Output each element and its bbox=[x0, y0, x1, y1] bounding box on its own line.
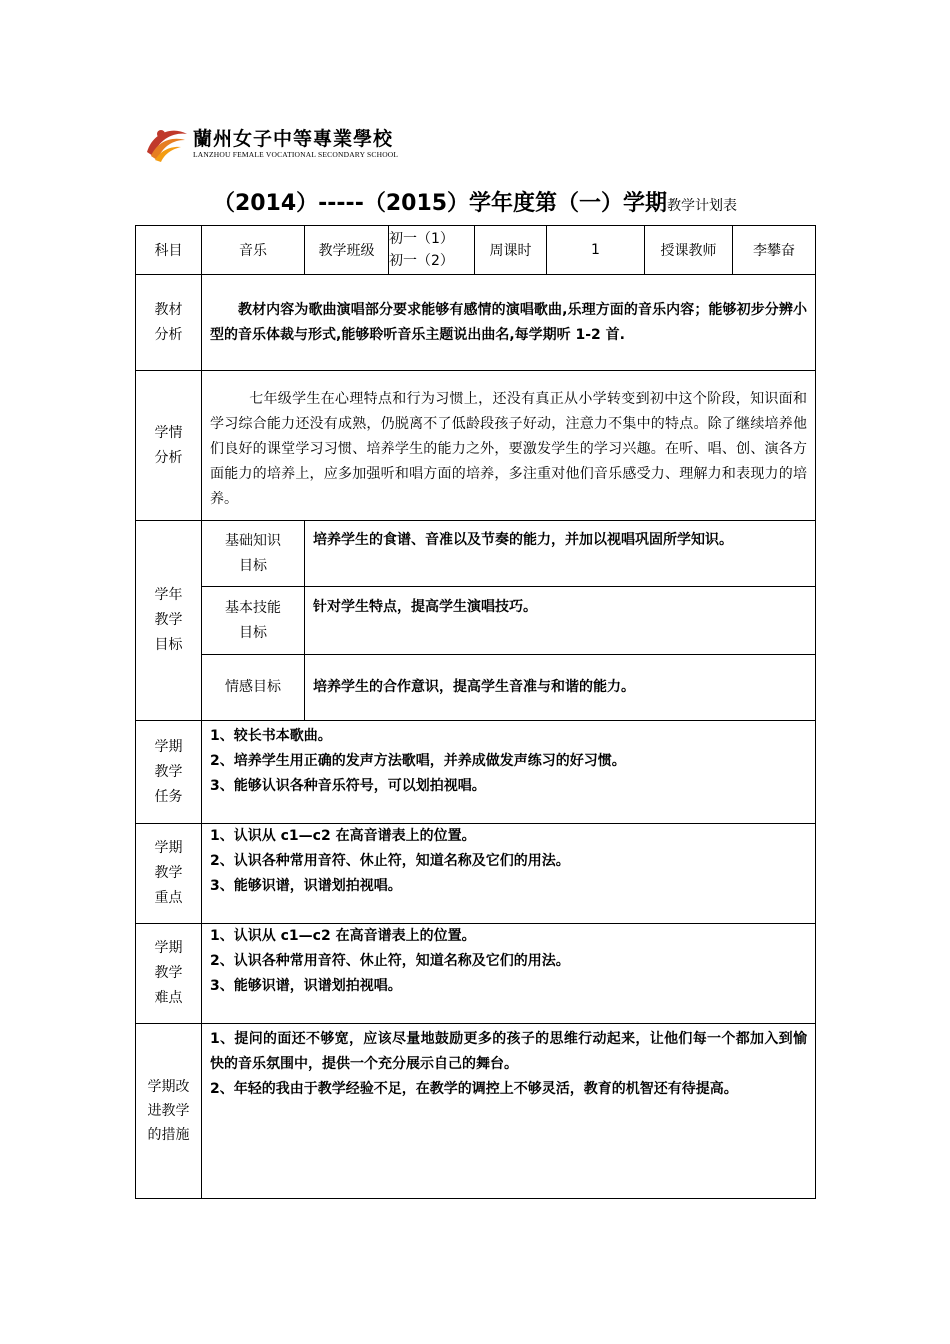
focus-label bbox=[136, 824, 202, 924]
title-main: （2014）-----（2015）学年度第（一）学期 bbox=[212, 191, 668, 216]
tasks-row bbox=[136, 721, 816, 824]
difficulty-list bbox=[202, 924, 816, 1024]
subject-label: 科目 bbox=[136, 226, 202, 275]
school-name-cn: 蘭州女子中等專業學校 bbox=[193, 128, 394, 150]
knowledge-goal-label-line1: 基础知识 bbox=[225, 532, 281, 549]
goals-label-line3: 目标 bbox=[154, 637, 183, 653]
difficulty-label-line1: 学期 bbox=[154, 940, 183, 956]
school-name-en: LANZHOU FEMALE VOCATIONAL SECONDARY SCHOOL bbox=[193, 150, 399, 159]
school-emblem-icon bbox=[143, 122, 189, 164]
goals-label-line2: 教学 bbox=[154, 612, 183, 628]
students-label-line2: 分析 bbox=[154, 449, 183, 466]
list-item: 2、认识各种常用音符、休止符，知道名称及它们的用法。 bbox=[210, 853, 570, 869]
teacher-value: 李攀奋 bbox=[733, 226, 816, 275]
document-title bbox=[0, 186, 950, 217]
goal-knowledge-row bbox=[136, 521, 816, 587]
improvement-label-line3: 的措施 bbox=[147, 1127, 190, 1143]
students-text: 七年级学生在心理特点和行为习惯上，还没有真正从小学转变到初中这个阶段，知识面和学习综合能力还没有成熟，仍脱离不了低龄段孩子好动，注意力不集中的特点。除了继续培养他们良好的课堂学习习惯、培养学生的能力之外，要激发学生的学习兴趣。在听、唱、创、演各方面能力的培养上，应多加强听和唱方面的培养，多注重对他们音乐感受力、理解力和表现力的培养。 bbox=[202, 371, 816, 521]
subject-value: 音乐 bbox=[202, 226, 305, 275]
list-item: 3、能够识谱，识谱划拍视唱。 bbox=[210, 978, 402, 994]
students-label bbox=[136, 371, 202, 521]
goals-label-line1: 学年 bbox=[154, 587, 183, 603]
goals-label bbox=[136, 521, 202, 721]
knowledge-goal-label-line2: 目标 bbox=[239, 557, 267, 574]
difficulty-row bbox=[136, 924, 816, 1024]
tasks-list bbox=[202, 721, 816, 824]
focus-label-line1: 学期 bbox=[154, 840, 183, 856]
difficulty-label bbox=[136, 924, 202, 1024]
focus-label-line2: 教学 bbox=[154, 865, 183, 881]
tasks-label bbox=[136, 721, 202, 824]
focus-list bbox=[202, 824, 816, 924]
hours-label: 周课时 bbox=[475, 226, 547, 275]
improvement-label-line2: 进教学 bbox=[147, 1103, 190, 1119]
goal-emotion-row bbox=[136, 655, 816, 721]
teacher-label: 授课教师 bbox=[645, 226, 733, 275]
list-item: 2、培养学生用正确的发声方法歌唱，并养成做发声练习的好习惯。 bbox=[210, 753, 626, 769]
emotion-goal-text: 培养学生的合作意识，提高学生音准与和谐的能力。 bbox=[305, 655, 816, 721]
improvement-item-1: 1、提问的面还不够宽，应该尽量地鼓励更多的孩子的思维行动起来，让他们每一个都加入到愉快的音乐氛围中，提供一个充分展示自己的舞台。 bbox=[210, 1031, 807, 1072]
textbook-row bbox=[136, 275, 816, 371]
students-row bbox=[136, 371, 816, 521]
difficulty-label-line3: 难点 bbox=[154, 990, 183, 1006]
class-value-line1: 初一（1） bbox=[389, 231, 454, 247]
list-item: 3、能够认识各种音乐符号，可以划拍视唱。 bbox=[210, 778, 486, 794]
skill-goal-text: 针对学生特点，提高学生演唱技巧。 bbox=[305, 587, 816, 655]
tasks-label-line3: 任务 bbox=[154, 788, 183, 805]
improvement-text bbox=[202, 1024, 816, 1199]
tasks-label-line2: 教学 bbox=[154, 763, 183, 780]
improvement-label bbox=[136, 1024, 202, 1199]
list-item: 1、认识从 c1—c2 在高音谱表上的位置。 bbox=[210, 828, 476, 844]
list-item: 1、较长书本歌曲。 bbox=[210, 728, 332, 744]
list-item: 3、能够识谱，识谱划拍视唱。 bbox=[210, 878, 402, 894]
skill-goal-label-line2: 目标 bbox=[239, 624, 267, 641]
class-value bbox=[389, 226, 475, 275]
knowledge-goal-label bbox=[202, 521, 305, 587]
improvement-item-2: 2、年轻的我由于教学经验不足，在教学的调控上不够灵活，教育的机智还有待提高。 bbox=[210, 1081, 738, 1097]
textbook-text: 教材内容为歌曲演唱部分要求能够有感情的演唱歌曲,乐理方面的音乐内容；能够初步分辨小型的音乐体裁与形式,能够聆听音乐主题说出曲名,每学期听 1-2 首. bbox=[202, 275, 816, 371]
info-row bbox=[136, 226, 816, 275]
tasks-label-line1: 学期 bbox=[154, 738, 183, 755]
class-value-line2: 初一（2） bbox=[389, 253, 454, 269]
skill-goal-label bbox=[202, 587, 305, 655]
focus-label-line3: 重点 bbox=[154, 890, 183, 906]
improvement-row bbox=[136, 1024, 816, 1199]
textbook-label-line1: 教材 bbox=[154, 301, 183, 318]
list-item: 1、认识从 c1—c2 在高音谱表上的位置。 bbox=[210, 928, 476, 944]
improvement-label-line1: 学期改 bbox=[147, 1079, 190, 1095]
students-label-line1: 学情 bbox=[154, 424, 183, 441]
hours-value: 1 bbox=[547, 226, 645, 275]
difficulty-label-line2: 教学 bbox=[154, 965, 183, 981]
skill-goal-label-line1: 基本技能 bbox=[225, 599, 281, 616]
teaching-plan-table bbox=[135, 225, 816, 1199]
school-logo bbox=[143, 120, 399, 168]
list-item: 2、认识各种常用音符、休止符，知道名称及它们的用法。 bbox=[210, 953, 570, 969]
textbook-label bbox=[136, 275, 202, 371]
textbook-label-line2: 分析 bbox=[154, 326, 183, 343]
emotion-goal-label: 情感目标 bbox=[202, 655, 305, 721]
knowledge-goal-text: 培养学生的食谱、音准以及节奏的能力，并加以视唱巩固所学知识。 bbox=[305, 521, 816, 587]
title-sub: 教学计划表 bbox=[667, 198, 738, 214]
focus-row bbox=[136, 824, 816, 924]
goal-skill-row bbox=[136, 587, 816, 655]
class-label: 教学班级 bbox=[305, 226, 389, 275]
